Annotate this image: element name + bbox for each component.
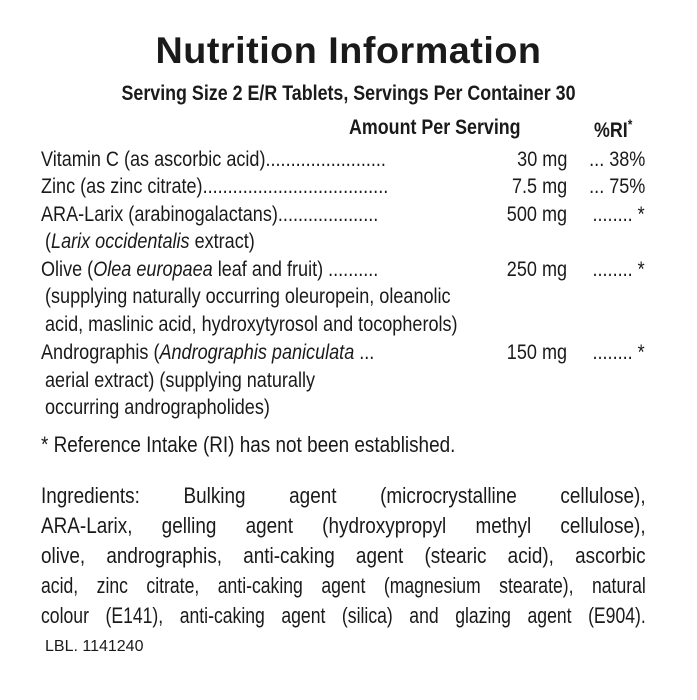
nutrient-ri: ........ * xyxy=(592,203,645,226)
nutrient-subline: occurring andrographolides) xyxy=(45,396,270,419)
ri-header-label: %RI xyxy=(594,119,628,142)
ingredients-block xyxy=(41,483,646,633)
nutrient-ri: ........ * xyxy=(592,341,645,364)
nutrient-amount: 30 mg xyxy=(516,148,567,171)
nutrient-name xyxy=(41,203,378,227)
ingredients-line: Ingredients: Bulking agent (microcrystalline cellulose), xyxy=(41,483,646,508)
serving-size-line: Serving Size 2 E/R Tablets, Servings Per Container 30 xyxy=(121,82,576,105)
nutrient-name-text: ARA-Larix (arabinogalactans) xyxy=(41,203,278,226)
nutrient-name-rest: leaf and fruit) .......... xyxy=(212,258,379,281)
ingredients-line: ARA-Larix, gelling agent (hydroxypropyl methyl cellulose), xyxy=(41,513,646,538)
nutrient-name-rest: ... xyxy=(354,341,375,364)
nutrient-name xyxy=(41,148,386,172)
latin-name: Larix occidentalis xyxy=(51,230,190,253)
dot-leader: .................... xyxy=(277,203,379,226)
nutrient-name-text: Vitamin C (as ascorbic acid) xyxy=(41,148,266,171)
nutrient-amount: 7.5 mg xyxy=(511,175,567,198)
nutrient-subline: acid, maslinic acid, hydroxytyrosol and tocopherols) xyxy=(45,313,458,336)
subline-text: extract) xyxy=(189,230,255,253)
nutrient-name-text: Olive ( xyxy=(41,258,94,281)
latin-name: Andrographis paniculata xyxy=(159,341,355,364)
paren: ( xyxy=(45,230,52,253)
nutrient-amount: 150 mg xyxy=(506,341,567,364)
ri-asterisk: * xyxy=(627,116,633,132)
nutrient-ri: ... 38% xyxy=(588,148,645,171)
dot-leader: ........................ xyxy=(265,148,386,171)
nutrient-name xyxy=(41,258,378,282)
nutrient-name-text: Zinc (as zinc citrate) xyxy=(41,175,203,198)
dot-leader: ..................................... xyxy=(202,175,389,198)
nutrient-name xyxy=(41,175,388,199)
latin-name: Olea europaea xyxy=(93,258,213,281)
nutrient-name-text: Andrographis ( xyxy=(41,341,160,364)
ri-header xyxy=(594,116,632,143)
amount-per-serving-header: Amount Per Serving xyxy=(349,116,521,139)
nutrient-subline xyxy=(45,230,255,254)
nutrient-amount: 250 mg xyxy=(506,258,567,281)
label-code: LBL. 1141240 xyxy=(45,638,144,655)
ingredients-line: olive, andrographis, anti-caking agent (stearic acid), ascorbic xyxy=(41,543,646,568)
ri-footnote: * Reference Intake (RI) has not been established. xyxy=(41,432,456,457)
nutrient-ri: ... 75% xyxy=(588,175,645,198)
nutrient-amount: 500 mg xyxy=(506,203,567,226)
page-title: Nutrition Information xyxy=(155,30,542,71)
ingredients-line: colour (E141), anti-caking agent (silica) and glazing agent (E904). xyxy=(41,603,646,628)
nutrient-ri: ........ * xyxy=(592,258,645,281)
ingredients-line: acid, zinc citrate, anti-caking agent (magnesium stearate), natural xyxy=(41,573,646,598)
nutrient-subline: (supplying naturally occurring oleuropein, oleanolic xyxy=(45,285,451,308)
nutrient-name xyxy=(41,341,374,365)
nutrient-subline: aerial extract) (supplying naturally xyxy=(45,369,316,392)
